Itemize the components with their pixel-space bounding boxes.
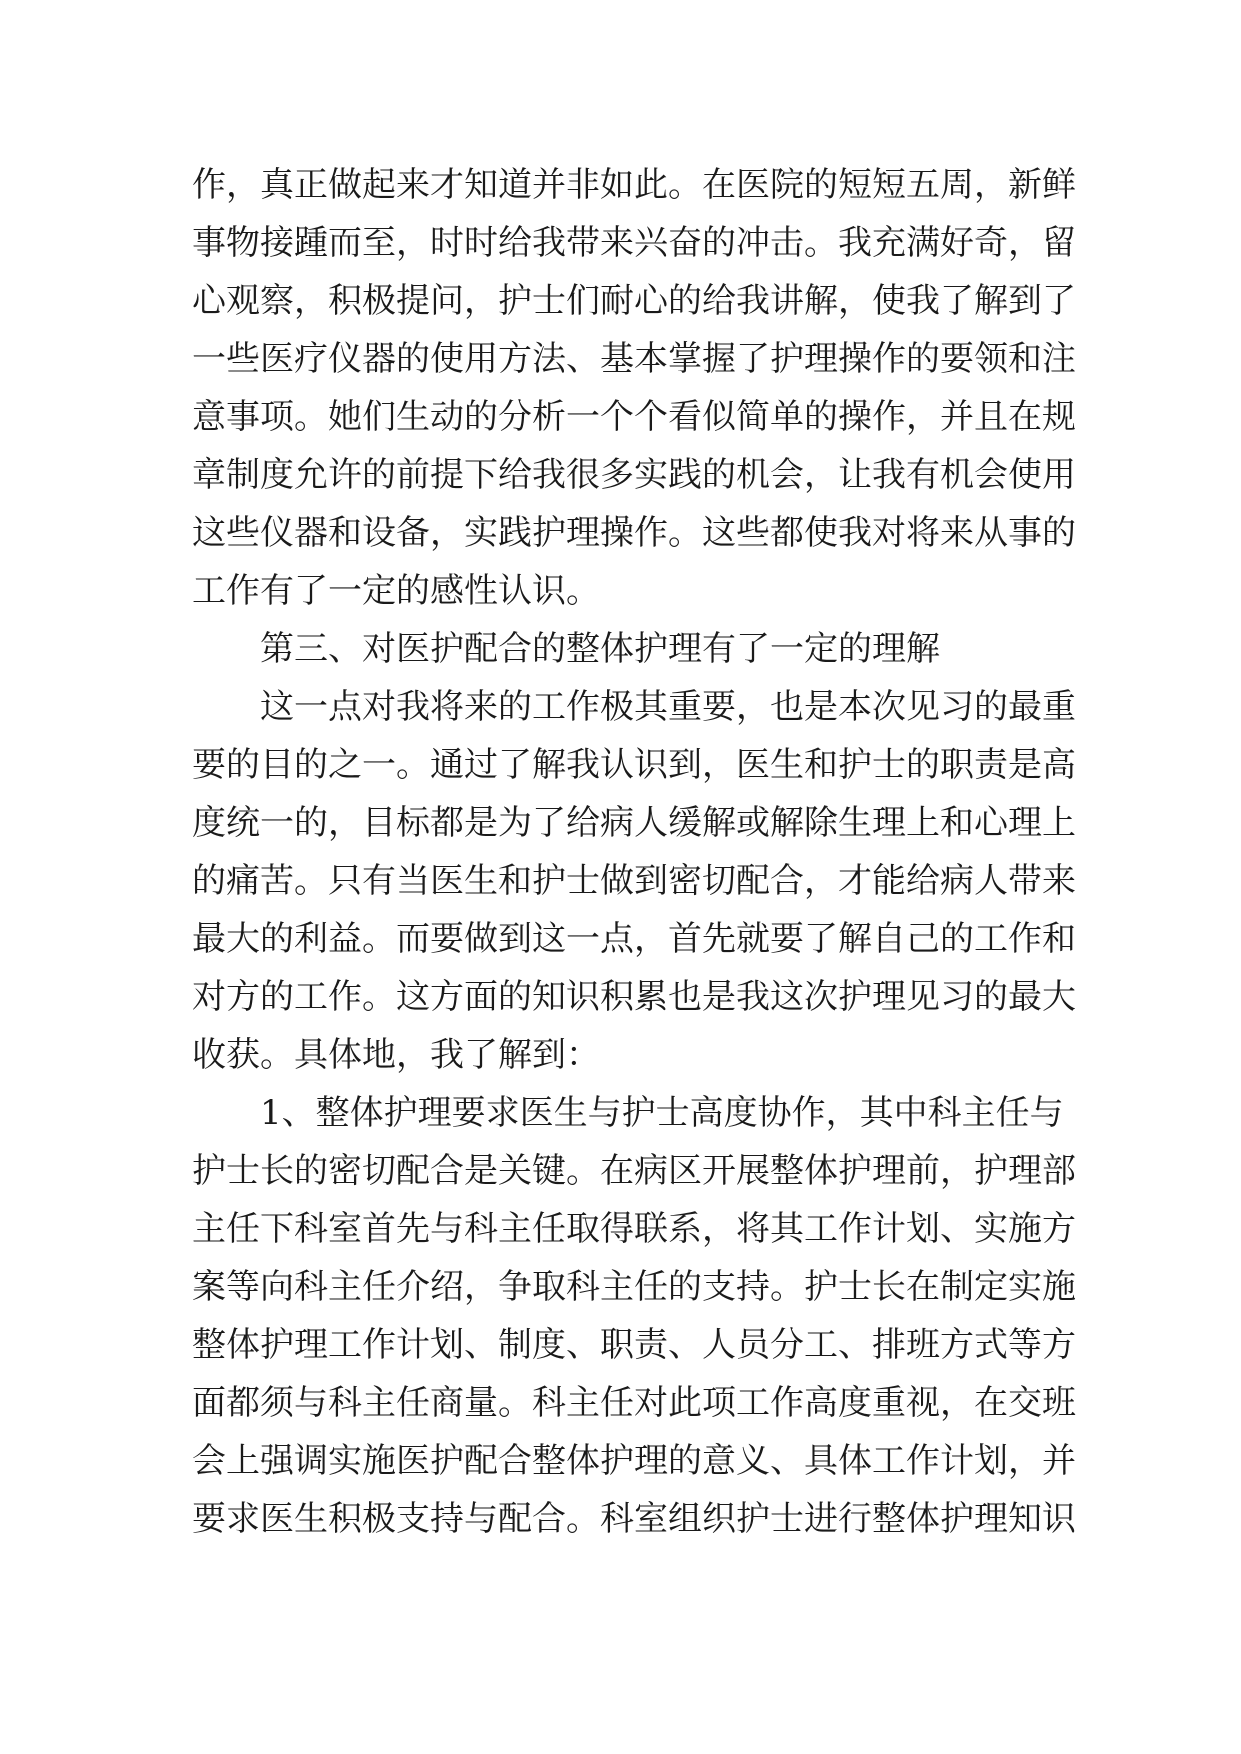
text-line: 面都须与科主任商量。科主任对此项工作高度重视，在交班: [192, 1383, 1076, 1423]
section-heading: 第三、对医护配合的整体护理有了一定的理解: [260, 629, 940, 669]
text-line: 这一点对我将来的工作极其重要，也是本次见习的最重: [260, 687, 1076, 727]
text-line: 整体护理工作计划、制度、职责、人员分工、排班方式等方: [192, 1325, 1076, 1365]
text-line: 对方的工作。这方面的知识积累也是我这次护理见习的最大: [192, 977, 1076, 1017]
text-line: 的痛苦。只有当医生和护士做到密切配合，才能给病人带来: [192, 861, 1076, 901]
text-line: 要求医生积极支持与配合。科室组织护士进行整体护理知识: [192, 1499, 1076, 1539]
text-line: 这些仪器和设备，实践护理操作。这些都使我对将来从事的: [192, 513, 1076, 553]
text-line: 章制度允许的前提下给我很多实践的机会，让我有机会使用: [192, 455, 1076, 495]
text-line: 收获。具体地，我了解到：: [192, 1035, 600, 1075]
text-line: 案等向科主任介绍，争取科主任的支持。护士长在制定实施: [192, 1267, 1076, 1307]
text-line: 作，真正做起来才知道并非如此。在医院的短短五周，新鲜: [192, 165, 1076, 205]
text-line: 心观察，积极提问，护士们耐心的给我讲解，使我了解到了: [192, 281, 1076, 321]
text-line: 意事项。她们生动的分析一个个看似简单的操作，并且在规: [192, 397, 1076, 437]
list-item-heading: 1、整体护理要求医生与护士高度协作，其中科主任与: [260, 1093, 1064, 1133]
text-line: 工作有了一定的感性认识。: [192, 571, 600, 611]
text-line: 护士长的密切配合是关键。在病区开展整体护理前，护理部: [192, 1151, 1076, 1191]
document-body: [192, 156, 1076, 1548]
text-line: 度统一的，目标都是为了给病人缓解或解除生理上和心理上: [192, 803, 1076, 843]
text-line: 会上强调实施医护配合整体护理的意义、具体工作计划，并: [192, 1441, 1076, 1481]
text-line: 要的目的之一。通过了解我认识到，医生和护士的职责是高: [192, 745, 1076, 785]
text-line: 最大的利益。而要做到这一点，首先就要了解自己的工作和: [192, 919, 1076, 959]
text-line: 一些医疗仪器的使用方法、基本掌握了护理操作的要领和注: [192, 339, 1076, 379]
text-line: 主任下科室首先与科主任取得联系，将其工作计划、实施方: [192, 1209, 1076, 1249]
text-line: 事物接踵而至，时时给我带来兴奋的冲击。我充满好奇，留: [192, 223, 1076, 263]
